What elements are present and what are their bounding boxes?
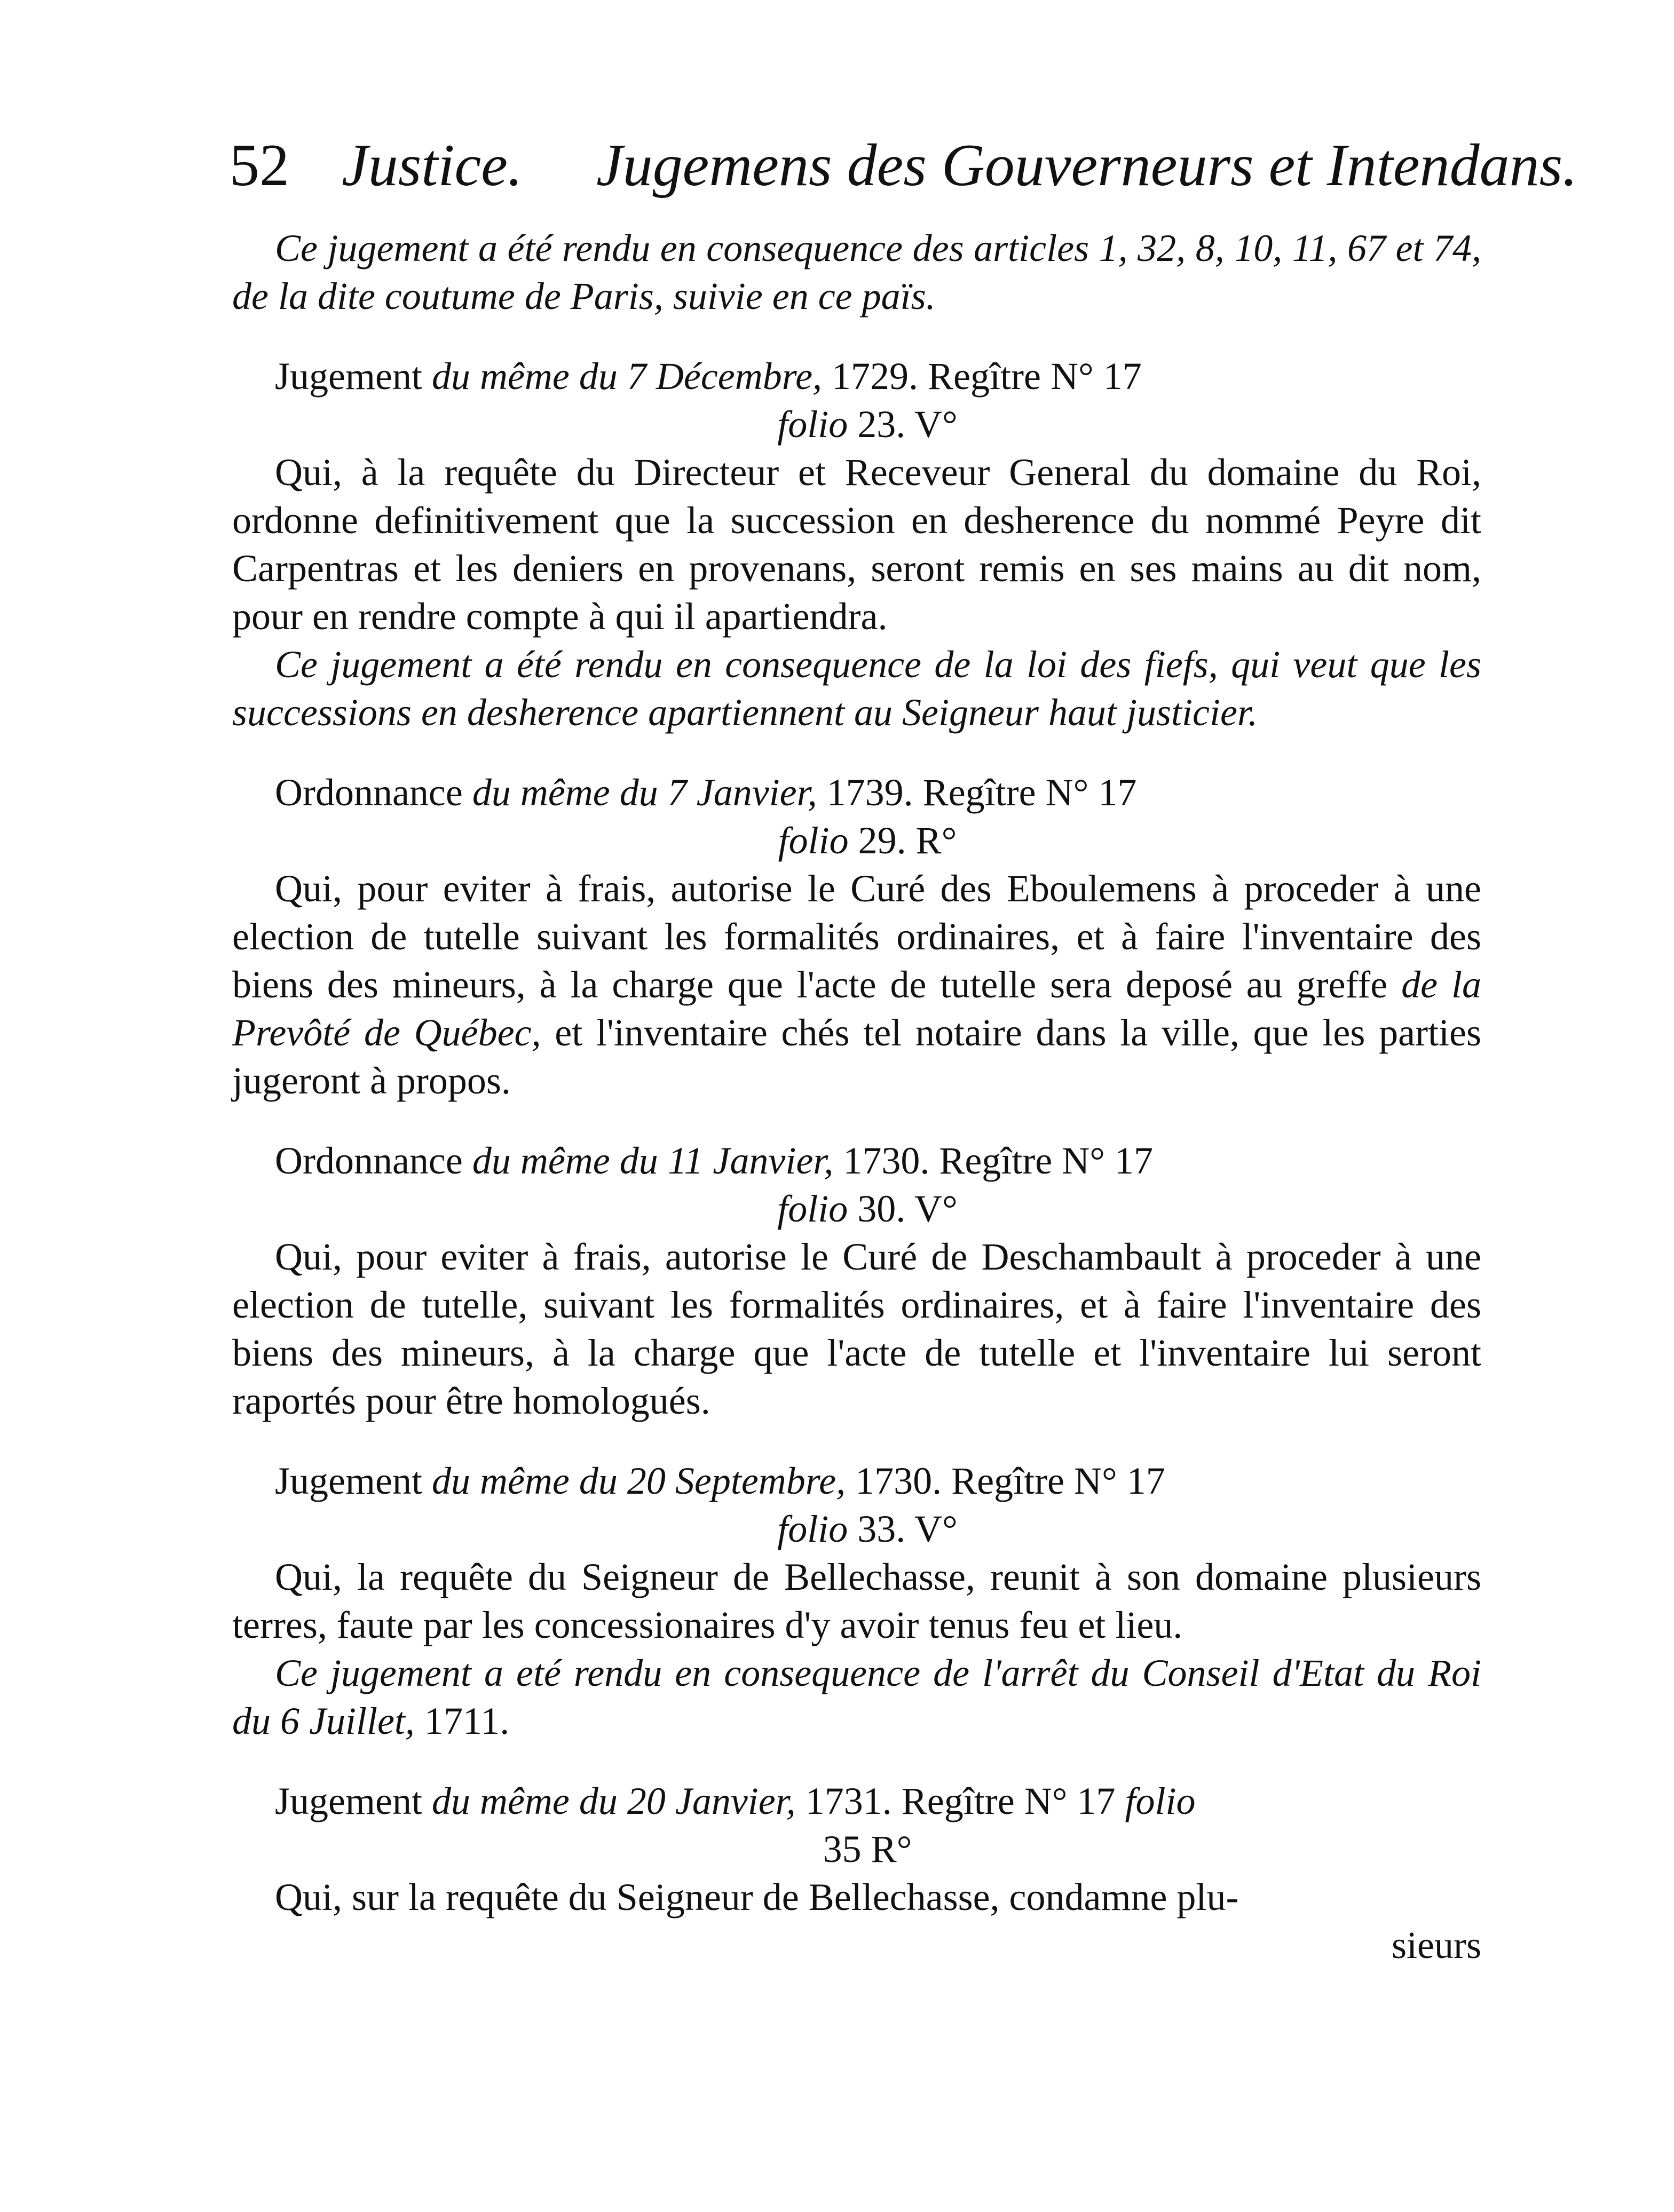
entry-text-part: Qui, pour eviter à frais, autorise le Curé des Eboulemens à proceder à une election de tutelle suivant les formalités ordinaires, et à faire l'inventaire des biens des mineurs, à la charge que l'acte de tutelle sera deposé au greffe bbox=[232, 867, 1481, 1006]
folio-reference bbox=[232, 400, 1481, 448]
folio-reference: 35 R° bbox=[823, 1828, 912, 1870]
note-paragraph bbox=[232, 1649, 1481, 1745]
running-title: Jugemens des Gouverneurs et Intendans. bbox=[596, 132, 1578, 199]
entry-heading bbox=[232, 1777, 1481, 1825]
entry-date: du même du 7 Janvier, bbox=[472, 771, 817, 814]
entry-type: Ordonnance bbox=[275, 771, 472, 814]
entry-text-part: et l'inventaire chés tel notaire dans la ville, que les parties jugeront à propos. bbox=[232, 1011, 1482, 1102]
entry-date: du même du 7 Décembre, bbox=[431, 355, 823, 398]
page-body bbox=[232, 224, 1481, 1969]
entry-register: 1730. Regître N° 17 bbox=[833, 1139, 1154, 1182]
entry-text-emphasis: de la Prevôté de Québec, bbox=[232, 963, 1481, 1054]
entry-text bbox=[232, 865, 1481, 1105]
folio-label: folio bbox=[777, 1508, 848, 1550]
folio-reference bbox=[232, 1185, 1481, 1233]
entry-heading bbox=[232, 352, 1481, 400]
folio-reference bbox=[232, 1505, 1481, 1553]
entry-register: 1731. Regître N° 17 bbox=[795, 1780, 1125, 1822]
entry-text: Qui, la requête du Seigneur de Bellechasse, reunit à son domaine plusieurs terres, faute par les concessionaires d'y avoir tenus feu et lieu. bbox=[232, 1556, 1481, 1646]
entry-heading bbox=[232, 1137, 1481, 1185]
folio-label: folio bbox=[777, 403, 848, 446]
entry-date: du même du 11 Janvier, bbox=[472, 1139, 834, 1182]
folio-number: 30. V° bbox=[848, 1187, 958, 1230]
entry-type: Jugement bbox=[275, 1780, 432, 1822]
entry-type: Jugement bbox=[275, 355, 432, 398]
entry-type: Jugement bbox=[275, 1460, 432, 1502]
folio-number: 33. V° bbox=[848, 1508, 958, 1550]
running-header bbox=[230, 131, 1578, 200]
page-number: 52 bbox=[230, 132, 289, 199]
folio-label: folio bbox=[778, 819, 849, 862]
note-paragraph: Ce jugement a été rendu en consequence des articles 1, 32, 8, 10, 11, 67 et 74, de la dite coutume de Paris, suivie en ce païs. bbox=[232, 227, 1481, 318]
entry-text: Qui, à la requête du Directeur et Receveur General du domaine du Roi, ordonne definitivement que la succession en desherence du nommé Peyre dit Carpentras et les deniers en provenans, seront remis en ses mains au dit nom, pour en rendre compte à qui il apartiendra. bbox=[232, 451, 1481, 638]
entry-heading bbox=[232, 768, 1481, 816]
section-title: Justice. bbox=[342, 132, 523, 199]
entry-text: Qui, sur la requête du Seigneur de Bellechasse, condamne plu- bbox=[275, 1876, 1239, 1918]
entry-register: 1739. Regître N° 17 bbox=[817, 771, 1137, 814]
note-year: 1711. bbox=[414, 1700, 510, 1742]
entry-register: 1730. Regître N° 17 bbox=[846, 1460, 1165, 1502]
folio-reference bbox=[232, 816, 1481, 865]
entry-text: Qui, pour eviter à frais, autorise le Curé de Deschambault à proceder à une election de tutelle, suivant les formalités ordinaires, et à faire l'inventaire des biens des mineurs, à la charge que l'acte de tutelle et l'inventaire lui seront raportés pour être homologués. bbox=[232, 1235, 1481, 1422]
catchword: sieurs bbox=[1392, 1924, 1481, 1967]
entry-type: Ordonnance bbox=[275, 1139, 472, 1182]
note-text: Ce jugement a eté rendu en consequence de l'arrêt du Conseil d'Etat du Roi du 6 Juillet, bbox=[232, 1652, 1481, 1742]
note-paragraph: Ce jugement a été rendu en consequence de la loi des fiefs, qui veut que les successions en desherence apartiennent au Seigneur haut justicier. bbox=[232, 643, 1481, 734]
entry-date: du même du 20 Septembre, bbox=[431, 1460, 846, 1502]
folio-number: 29. R° bbox=[848, 819, 957, 862]
entry-date: du même du 20 Janvier, bbox=[431, 1780, 796, 1822]
entry-heading bbox=[232, 1457, 1481, 1505]
entry-register: 1729. Regître N° 17 bbox=[822, 355, 1142, 398]
folio-label: folio bbox=[1125, 1780, 1196, 1822]
folio-label: folio bbox=[777, 1187, 848, 1230]
folio-number: 23. V° bbox=[848, 403, 958, 446]
